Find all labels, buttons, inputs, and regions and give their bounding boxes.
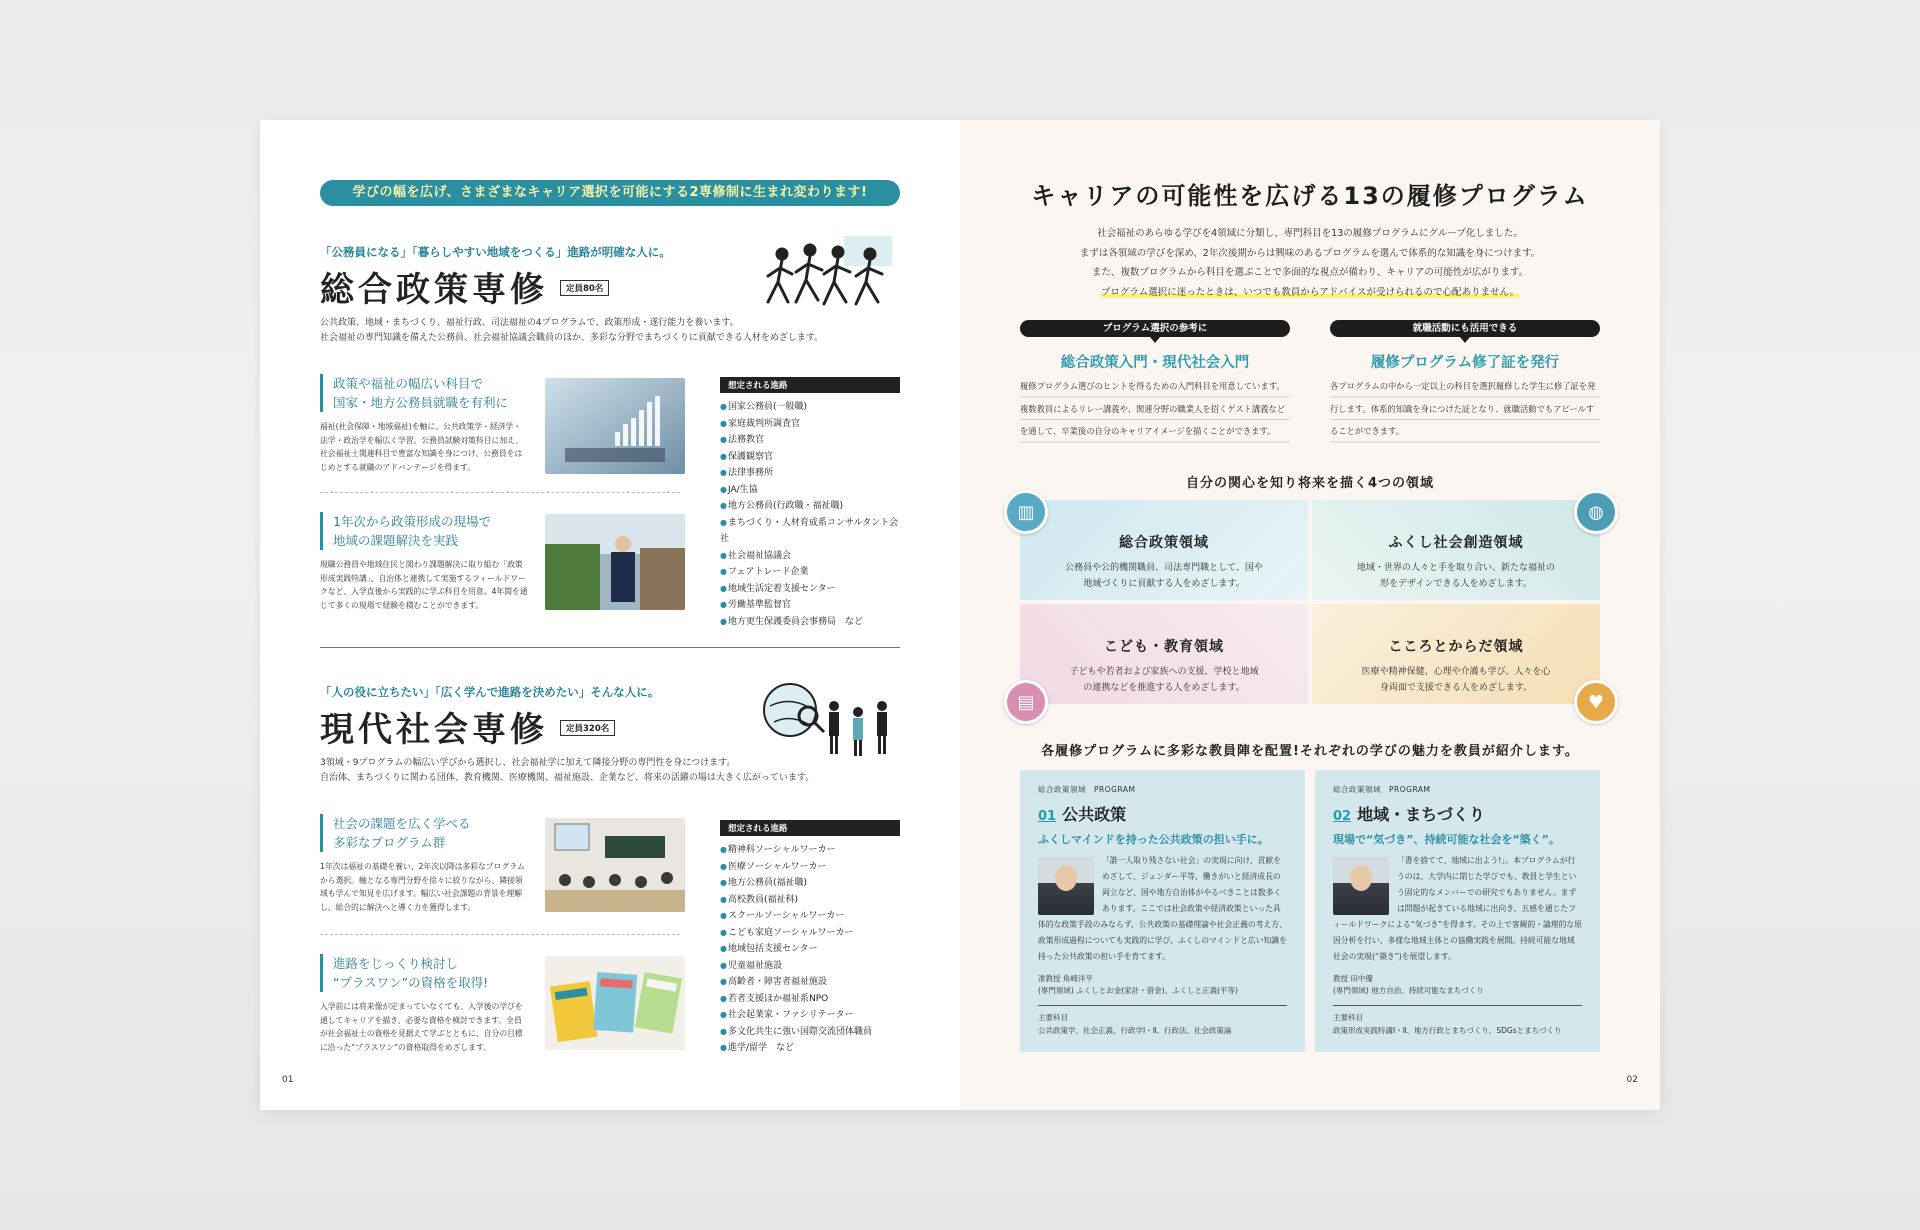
major1-lead: 「公務員になる」「暮らしやすい地域をつくる」進路が明確な人に。 <box>320 245 671 259</box>
teacher-photo <box>1038 857 1094 915</box>
teacher-info <box>1038 973 1287 997</box>
major2-careers <box>720 820 900 1057</box>
feature-intro-course-body: 履修プログラム選びのヒントを得るための入門科目を用意しています。複数教員によるリレー講義や、関連分野の職業人を招くゲスト講義などを通して、卒業後の自分のキャリアイメージを描くことができます。 <box>1020 375 1290 443</box>
career-item: ● 保護観察官 <box>720 449 900 466</box>
career-item: ● 法務教官 <box>720 432 900 449</box>
intro-line: また、複数プログラムから科目を選ぶことで多面的な視点が備わり、キャリアの可能性が広がります。 <box>1091 267 1529 278</box>
major2-title: 現代社会専修 <box>320 710 548 750</box>
major1-careers <box>720 377 900 630</box>
major2-feature1-heading <box>320 814 543 852</box>
teacher-info <box>1333 973 1582 997</box>
domain-mind-body <box>1312 604 1600 704</box>
career-item: ● まちづくり・人材育成系コンサルタント会社 <box>720 515 900 548</box>
campus-student-photo <box>545 514 685 610</box>
career-item: ● フェアトレード企業 <box>720 564 900 581</box>
page-number-left: 01 <box>282 1075 294 1085</box>
career-item: ● 地方公務員(福祉職) <box>720 875 900 892</box>
program-number: 01 <box>1038 809 1057 824</box>
program-number: 02 <box>1333 809 1352 824</box>
careers-heading: 想定される進路 <box>720 377 900 393</box>
major2-feature2-heading <box>320 954 543 992</box>
pill-program-selection: プログラム選択の参考に <box>1020 320 1290 337</box>
career-item: ● 家庭裁判所調査官 <box>720 416 900 433</box>
career-item: ● 高校教員(福祉科) <box>720 892 900 909</box>
career-item: ● 多文化共生に強い国際交流団体職員 <box>720 1024 900 1041</box>
teacher-field: (専門領域) 地方自治、持続可能なまちづくり <box>1333 986 1484 995</box>
domain-name: こころとからだ領域 <box>1388 639 1524 655</box>
major2-feature2-body: 入学前には将来像が定まっていなくても、入学後の学びを通してキャリアを描き、必要な資格を検討できます。全員が社会福祉士の資格を見据えて学ぶとともに、自分の目標に沿った“プラスワン”の資格取得をめざします。 <box>320 1002 523 1052</box>
domain-desc: 子どもや若者および家族への支援、学校と地域 の連携などを推進する人をめざします。 <box>1069 667 1259 693</box>
career-item: ● こども家庭ソーシャルワーカー <box>720 925 900 942</box>
major2-desc-line2: 自治体、まちづくりに関わる団体、教育機関、医療機関、福祉施設、企業など、将来の活躍の場は大きく広がっています。 <box>320 773 815 783</box>
divider <box>320 492 680 493</box>
major1-desc-line2: 社会福祉の専門知識を備えた公務員、社会福祉協議会職員のほか、多彩な分野でまちづくりに貢献できる人材をめざします。 <box>320 333 824 343</box>
careers-heading: 想定される進路 <box>720 820 900 836</box>
teacher-photo <box>1333 857 1389 915</box>
major2-desc-line1: 3領域・9プログラムの幅広い学びから選択し、社会福祉学に加えて隣接分野の専門性を身につけます。 <box>320 758 736 768</box>
teachers-title: 各履修プログラムに多彩な教員陣を配置!それぞれの学びの魅力を教員が紹介します。 <box>1041 744 1579 759</box>
domain-children-education <box>1020 604 1308 704</box>
subjects-heading: 主要科目 <box>1333 1013 1363 1022</box>
feature-head-line: 国家・地方公務員就職を有利に <box>333 395 509 410</box>
career-item: ● JA/生協 <box>720 482 900 499</box>
career-item: ● 進学/留学 など <box>720 1040 900 1057</box>
career-item: ● 若者支援ほか福祉系NPO <box>720 991 900 1008</box>
major2-feature1-body: 1年次は福祉の基礎を養い、2年次以降は多彩なプログラムから選択。軸となる専門分野を徐々に絞りながら、隣接領域も学んで知見を広げます。幅広い社会課題の背景を理解し、総合的に解決へと導く力を獲得します。 <box>320 862 525 912</box>
career-item: ● 地域生活定着支援センター <box>720 581 900 598</box>
major1-feature2-body: 現職公務員や地域住民と関わり課題解決に取り組む「政策形成実践特講」、自治体と連携して実施するフィールドワークなど、入学直後から実践的に学ぶ科目を用意。4年間を通じて多くの現場で経験を積むことができます。 <box>320 560 528 610</box>
career-item: ● 高齢者・障害者福祉施設 <box>720 974 900 991</box>
career-item: ● スクールソーシャルワーカー <box>720 908 900 925</box>
brochure-spread <box>260 120 1660 1110</box>
care-icon: ♥ <box>1574 680 1618 724</box>
textbooks-photo <box>545 956 685 1050</box>
program-title: 地域・まちづくり <box>1357 805 1485 824</box>
program-kicker: 総合政策領域 PROGRAM <box>1038 785 1136 794</box>
program-body: 「誰一人取り残さない社会」の実現に向け、貢献をめざして、ジェンダー平等、働きがいと経済成長の両立など、国や地方自治体がやるべきことは数多くあります。ここでは社会政策や経済政策といった具体的な政策手段のみならず、公共政策の基礎理論や社会正義の考え方、政策形成過程についても実践的に学び、ふくしのマインドと広い知識を持った公共政策の担い手を育てます。 <box>1038 856 1287 961</box>
career-item: ● 労働基準監督官 <box>720 597 900 614</box>
major1-title: 総合政策専修 <box>320 270 548 310</box>
running-people-illustration <box>760 232 900 322</box>
intro-line: 社会福祉のあらゆる学びを4領域に分類し、専門科目を13の履修プログラムにグループ化しました。 <box>1097 228 1523 239</box>
divider <box>1333 1005 1582 1006</box>
feature-head-line: 1年次から政策形成の現場で <box>333 514 491 529</box>
career-item: ● 地方更生保護委員会事務局 など <box>720 614 900 631</box>
feature-certificate-title: 履修プログラム修了証を発行 <box>1370 355 1560 371</box>
feature-head-line: 多彩なプログラム群 <box>333 835 446 850</box>
career-item: ● 社会起業家・ファシリテーター <box>720 1007 900 1024</box>
program-subjects <box>1333 1011 1582 1037</box>
career-item: ● 医療ソーシャルワーカー <box>720 859 900 876</box>
right-intro <box>1010 224 1610 302</box>
program-kicker: 総合政策領域 PROGRAM <box>1333 785 1431 794</box>
building-icon: ▥ <box>1004 490 1048 534</box>
major1-desc <box>320 316 840 346</box>
domain-desc: 医療や精神保健、心理や介護も学び、人々を心 身両面で支援できる人をめざします。 <box>1361 667 1551 693</box>
feature-intro-course-title: 総合政策入門・現代社会入門 <box>1060 355 1250 371</box>
laptop-chart-photo <box>545 378 685 474</box>
program-tagline: ふくしマインドを持った公共政策の担い手に。 <box>1038 833 1269 846</box>
section-divider <box>320 647 900 648</box>
domain-name: ふくし社会創造領域 <box>1388 535 1524 551</box>
classroom-photo <box>545 818 685 912</box>
domains-title: 自分の関心を知り将来を描く4つの領域 <box>1185 476 1435 491</box>
major2-lead: 「人の役に立ちたい」「広く学んで進路を決めたい」そんな人に。 <box>320 685 660 699</box>
career-item: ● 地域包括支援センター <box>720 941 900 958</box>
career-item: ● 法律事務所 <box>720 465 900 482</box>
career-item: ● 国家公務員(一般職) <box>720 399 900 416</box>
subjects-list: 政策形成実践特講Ⅰ・Ⅱ、地方行政とまちづくり、SDGsとまちづくり <box>1333 1026 1562 1035</box>
major1-feature1-heading <box>320 374 543 412</box>
domain-policy <box>1020 500 1308 600</box>
teacher-name: 教授 田中優 <box>1333 974 1373 983</box>
feature-head-line: 地域の課題解決を実践 <box>333 533 459 548</box>
program-card-public-policy <box>1020 770 1305 1052</box>
globe-people-illustration <box>760 676 900 766</box>
program-title: 公共政策 <box>1062 805 1127 824</box>
domain-desc: 地域・世界の人々と手を取り合い、新たな福祉の 形をデザインできる人をめざします。 <box>1356 563 1555 589</box>
major2-desc <box>320 756 840 786</box>
globe-icon: ◍ <box>1574 490 1618 534</box>
program-subjects <box>1038 1011 1287 1037</box>
domain-name: 総合政策領域 <box>1119 535 1209 551</box>
major1-feature2-heading <box>320 512 543 550</box>
domain-desc: 公務員や公的機関職員、司法専門職として、国や 地域づくりに貢献する人をめざします。 <box>1065 563 1263 589</box>
program-body: 「書を捨てて、地域に出よう!」。本プログラムが行うのは、大学内に閉じた学びでも、教員と学生という固定的なメンバーでの研究でもありません。まずは問題が起きている地域に出向き、五感を通じたフィールドワークによる“気づき”を得ます。その上で客観的・論理的な原因分析を行い、多様な地域主体との協働実践を展開。持続可能な地域社会の実現(“築き”)を展望します。 <box>1333 856 1582 961</box>
subjects-list: 公共政策学、社会正義、行政学Ⅰ・Ⅱ、行政法、社会政策論 <box>1038 1026 1232 1035</box>
career-item: ● 児童福祉施設 <box>720 958 900 975</box>
teacher-field: (専門領域) ふくしとお金(家計・借金)、ふくしと正義(平等) <box>1038 986 1238 995</box>
domain-social-creation <box>1312 500 1600 600</box>
divider <box>1038 1005 1287 1006</box>
feature-head-line: “プラスワン”の資格を取得! <box>333 975 489 990</box>
career-item: ● 社会福祉協議会 <box>720 548 900 565</box>
intro-line-highlight: プログラム選択に迷ったときは、いつでも教員からアドバイスが受けられるので心配ありません。 <box>1100 286 1520 298</box>
page-number-right: 02 <box>1626 1075 1638 1085</box>
divider <box>320 934 680 935</box>
left-page <box>260 120 960 1110</box>
right-title: キャリアの可能性を広げる13の履修プログラム <box>1031 182 1589 210</box>
feature-head-line: 社会の課題を広く学べる <box>333 816 471 831</box>
major2-capacity: 定員320名 <box>560 720 615 736</box>
books-icon: ▤ <box>1004 680 1048 724</box>
major1-feature1-body: 福祉(社会保障・地域福祉)を軸に、公共政策学・経済学・法学・政治学を幅広く学習。公務員試験対策科目に加え、社会福祉士関連科目で豊富な知識を身につけ、公務員をはじめとする就職のアドバンテージを得ます。 <box>320 422 524 472</box>
careers-list <box>720 842 900 1057</box>
pill-job-hunting: 就職活動にも活用できる <box>1330 320 1600 337</box>
program-card-community <box>1315 770 1600 1052</box>
major1-desc-line1: 公共政策、地域・まちづくり、福祉行政、司法福祉の4プログラムで、政策形成・遂行能力を養います。 <box>320 318 739 328</box>
subjects-heading: 主要科目 <box>1038 1013 1068 1022</box>
intro-line: まずは各領域の学びを深め、2年次後期からは興味のあるプログラムを選んで体系的な知識を身につけます。 <box>1079 247 1541 259</box>
career-item: ● 地方公務員(行政職・福祉職) <box>720 498 900 515</box>
right-page <box>960 120 1660 1110</box>
career-item: ● 精神科ソーシャルワーカー <box>720 842 900 859</box>
major1-capacity: 定員80名 <box>560 280 609 296</box>
feature-head-line: 進路をじっくり検討し <box>333 956 459 971</box>
program-name <box>1038 802 1287 825</box>
banner: 学びの幅を広げ、さまざまなキャリア選択を可能にする2専修制に生まれ変わります! <box>320 180 900 206</box>
teacher-name: 准教授 角崎洋平 <box>1038 974 1093 983</box>
feature-certificate-body: 各プログラムの中から一定以上の科目を選択履修した学生に修了証を発行します。体系的知識を身につけた証となり、就職活動でもアピールすることができます。 <box>1330 375 1600 443</box>
program-tagline: 現場で“気づき”、持続可能な社会を“築く”。 <box>1333 833 1560 846</box>
feature-head-line: 政策や福祉の幅広い科目で <box>333 376 484 391</box>
domain-name: こども・教育領域 <box>1104 639 1224 655</box>
program-name <box>1333 802 1582 825</box>
careers-list <box>720 399 900 630</box>
